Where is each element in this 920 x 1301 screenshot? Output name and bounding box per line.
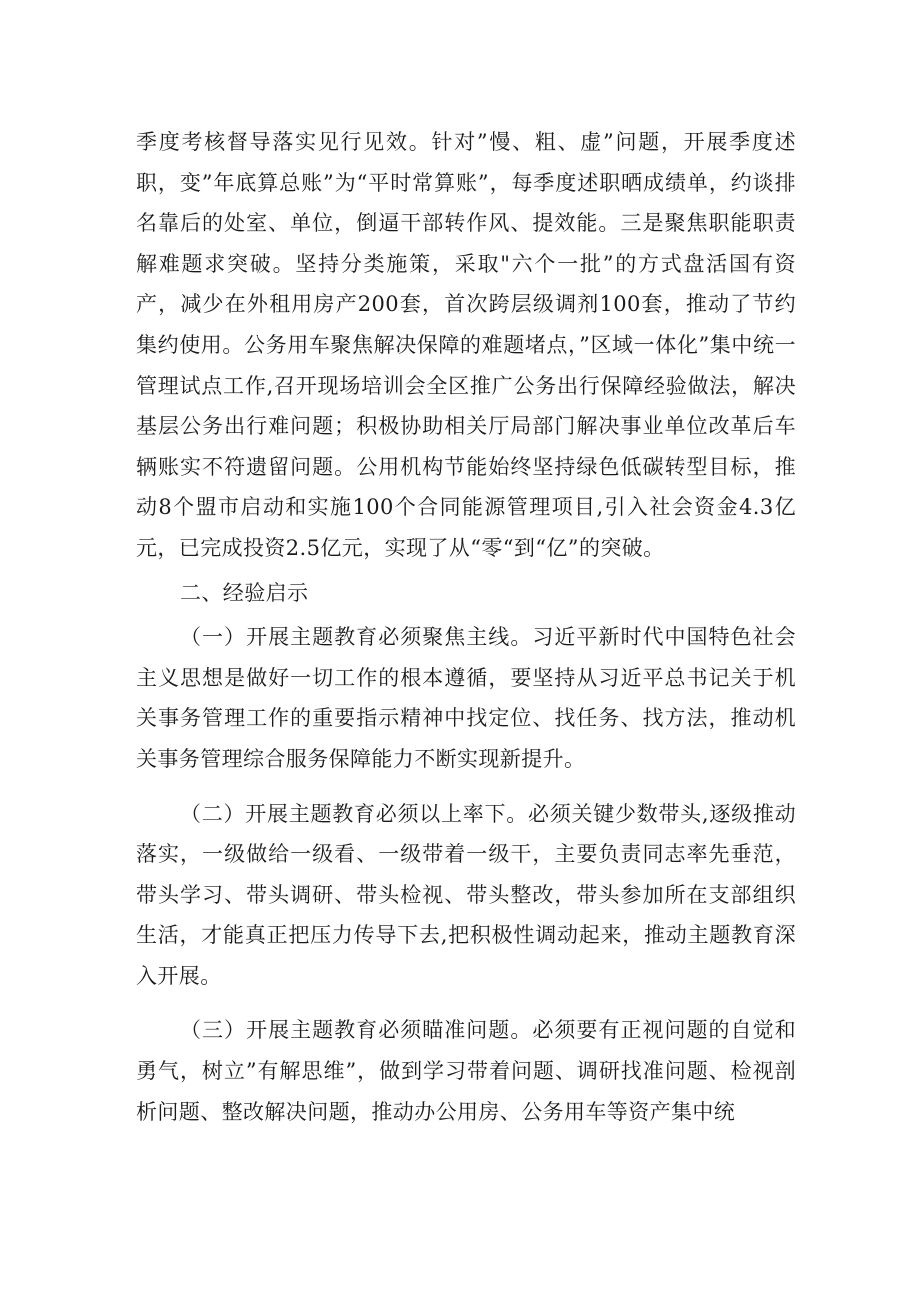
paragraph-focus-main-line: （一）开展主题教育必须聚焦主线。习近平新时代中国特色社会主义思想是做好一切工作的根本遵循，要坚持从习近平总书记关于机关事务管理工作的重要指示精神中找定位、找任务、找方法，推动机关事务管理综合服务保障能力不断实现新提升。	[136, 625, 796, 771]
paragraph-continuation: 季度考核督导落实见行见效。针对”慢、粗、虚”问题，开展季度述职，变”年底算总账”为“平时常算账”，每季度述职晒成绩单，约谈排名靠后的处室、单位，倒逼干部转作风、提效能。三是聚焦职能职责解难题求突破。坚持分类施策，采取"六个一批”的方式盘活国有资产，减少在外租用房产200套，首次跨层级调剂100套，推动了节约集约使用。公务用车聚焦解决保障的难题堵点，”区域一体化”集中统一管理试点工作,召开现场培训会全区推广公务出行保障经验做法，解决基层公务出行难问题；积极协助相关厅局部门解决事业单位改革后车辆账实不符遗留问题。公用机构节能始终坚持绿色低碳转型目标，推动8个盟市启动和实施100个合同能源管理项目,引入社会资金4.3亿元，已完成投资2.5亿元，实现了从“零“到“亿”的突破。	[136, 130, 796, 560]
paragraph-lead-by-example: （二）开展主题教育必须以上率下。必须关键少数带头,逐级推动落实，一级做给一级看、一级带着一级干，主要负责同志率先垂范，带头学习、带头调研、带头检视、带头整改，带头参加所在支部组织生活，才能真正把压力传导下去,把积极性调动起来，推动主题教育深入开展。	[136, 801, 796, 988]
document-body	[136, 122, 796, 1132]
paragraph-target-problems: （三）开展主题教育必须瞄准问题。必须要有正视问题的自觉和勇气，树立”有解思维”，做到学习带着问题、调研找准问题、检视剖析问题、整改解决问题，推动办公用房、公务用车等资产集中统	[136, 1018, 796, 1124]
section-heading-experience: 二、经验启示	[180, 580, 309, 605]
